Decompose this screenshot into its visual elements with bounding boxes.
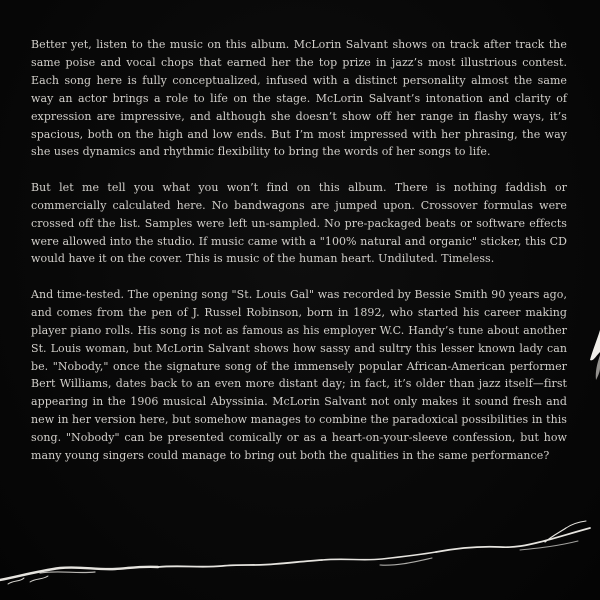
paragraph-music-on-album: Better yet, listen to the music on this album. McLorin Salvant shows on track after track the same poise and vocal chops that earned her the top prize in jazz’s most illustrious contest. Each song here is fully conceptualized, infused with a distinct personality almost the same way an actor brings a role to life on the stage. McLorin Salvant’s intonation and clarity of expression are impressive, and although she doesn’t show off her range in flashy ways, it’s spacious, both on the high and low ends. But I’m most impressed with her phrasing, the way she uses dynamics and rhythmic flexibility to bring the words of her songs to life.	[31, 38, 567, 159]
lower-left-scribble	[8, 576, 48, 584]
right-edge-wisp	[590, 330, 600, 380]
paragraph-time-tested: And time-tested. The opening song "St. Louis Gal" was recorded by Bessie Smith 90 years ago, and comes from the pen of J. Russel Robinson, born in 1892, who started his career making player piano rolls. His song is not as famous as his employer W.C. Handy’s tune about another St. Louis woman, but McLorin Salvant shows how sassy and sultry this lesser known lady can be. "Nobody," once the signature song of the immensely popular African-American performer Bert Williams, dates back to an even more distant day; in fact, it’s older than jazz itself—first appearing in the 1906 musical Abyssinia. McLorin Salvant not only makes it sound fresh and new in her version here, but somehow manages to combine the paradoxical possibilities in this song. "Nobody" can be presented comically or as a heart-on-your-sleeve confession, but how many young singers could manage to bring out both the qualities in the same performance?	[31, 287, 567, 463]
liner-notes-text	[31, 36, 567, 482]
paragraph-what-you-wont-find: But let me tell you what you won’t find on this album. There is nothing faddish or commercially calculated here. No bandwagons are jumped upon. Crossover formulas were crossed off the list. Samples were left un-sampled. No pre-packaged beats or software effects were allowed into the studio. If music came with a "100% natural and organic" sticker, this CD would have it on the cover. This is music of the human heart. Undiluted. Timeless.	[31, 180, 567, 266]
bottom-brush-stroke	[0, 521, 590, 580]
